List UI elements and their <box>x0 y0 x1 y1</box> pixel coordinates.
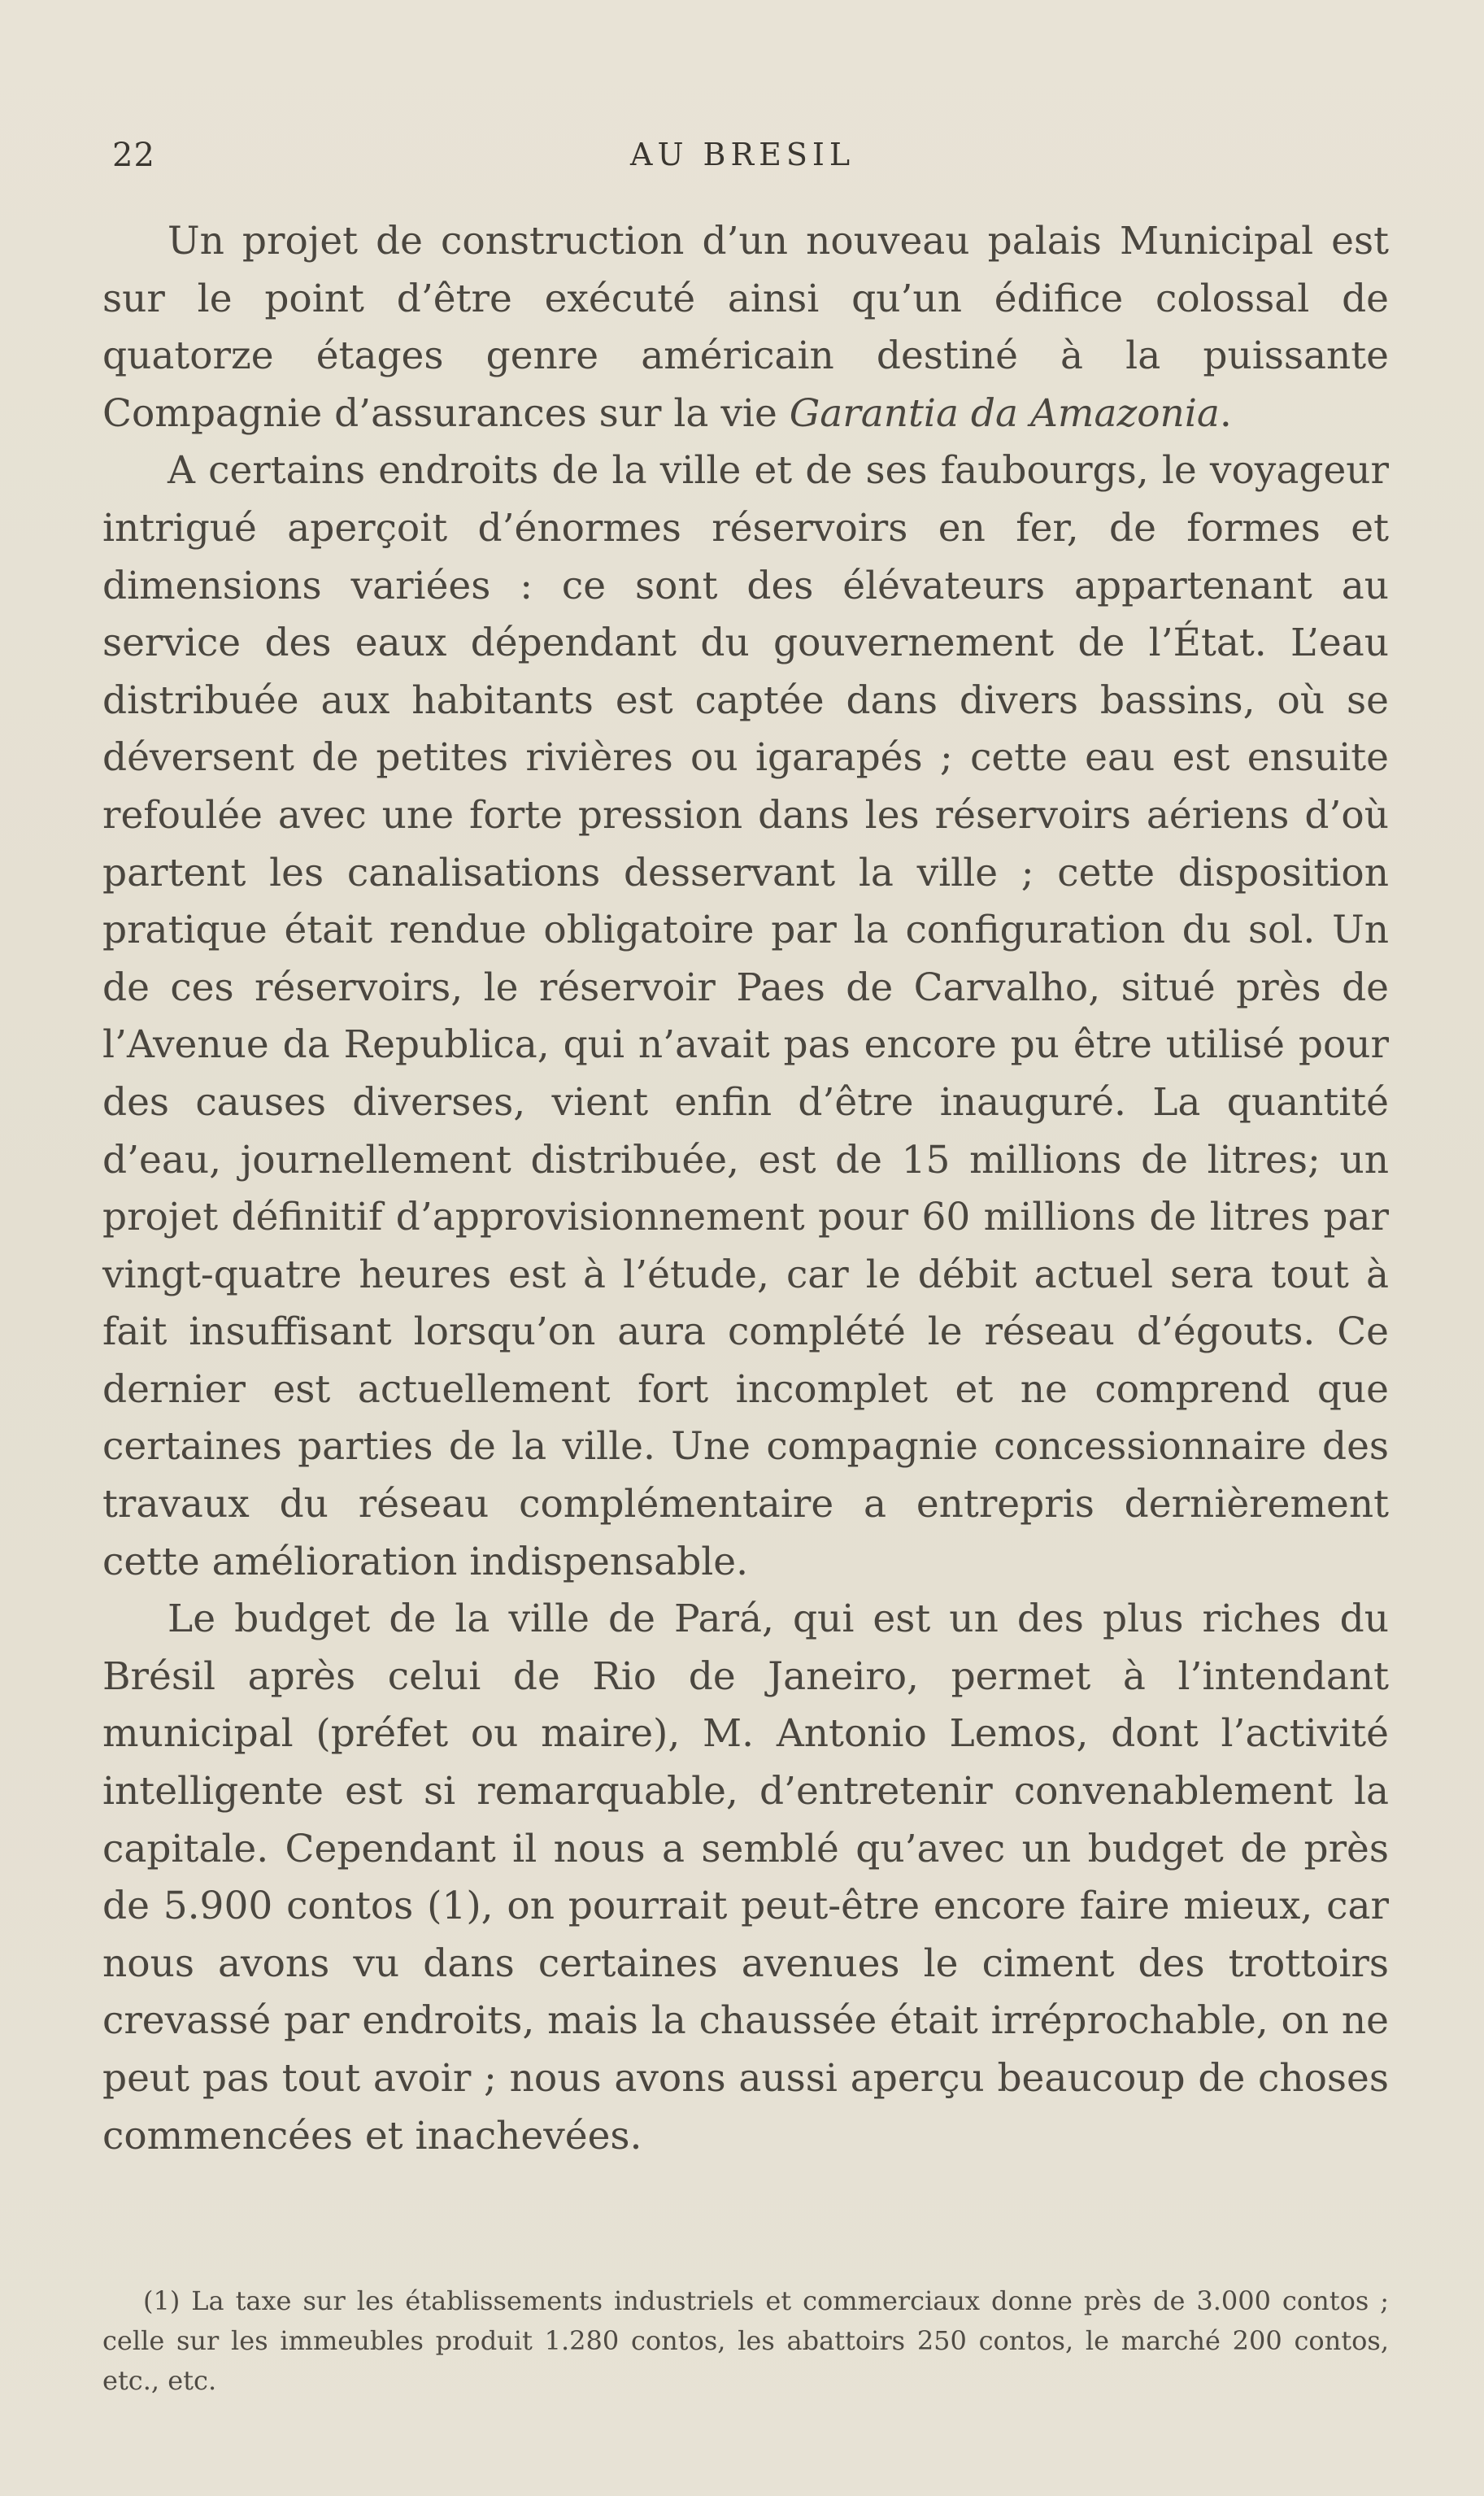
paragraph-palais-municipal <box>102 213 1389 442</box>
paragraph-text: Un projet de construction d’un nouveau palais Municipal est sur le point d’être exécuté ainsi qu’un édifice colossal de quatorze étages genre américain destiné à la puissante Compagnie d’assurances sur la vie <box>102 219 1389 436</box>
company-name-italic: Garantia da Amazonia <box>789 390 1220 436</box>
paragraph-reservoirs: A certains endroits de la ville et de ses faubourgs, le voyageur intrigué aperçoit d’énormes réservoirs en fer, de formes et dimensions variées : ce sont des élévateurs appartenant au service des eaux dépendant du gouvernement de l’État. L’eau distribuée aux habitants est captée dans divers bassins, où se déversent de petites rivières ou igarapés ; cette eau est ensuite refoulée avec une forte pression dans les réservoirs aériens d’où partent les canalisations desservant la ville ; cette disposition pratique était rendue obligatoire par la configuration du sol. Un de ces réservoirs, le réservoir Paes de Carvalho, situé près de l’Avenue da Republica, qui n’avait pas encore pu être utilisé pour des causes diverses, vient enfin d’être inauguré. La quantité d’eau, journellement distribuée, est de 15 millions de litres; un projet définitif d’approvisionnement pour 60 millions de litres par vingt-quatre heures est à l’étude, car le débit actuel sera tout à fait insuffisant lorsqu’on aura complété le réseau d’égouts. Ce dernier est actuellement fort incomplet et ne comprend que certaines parties de la ville. Une compagnie concessionnaire des travaux du réseau complémentaire a entrepris dernièrement cette amélioration indispensable. <box>102 448 1389 1584</box>
footnote-text: (1) La taxe sur les établissements industriels et commerciaux donne près de 3.000 contos ; celle sur les immeubles produit 1.280 contos, les abattoirs 250 contos, le marché 200 contos, etc., etc. <box>102 2285 1389 2396</box>
footnote <box>102 2281 1389 2401</box>
paragraph-budget: Le budget de la ville de Pará, qui est un des plus riches du Brésil après celui de Rio de Janeiro, permet à l’intendant municipal (préfet ou maire), M. Antonio Lemos, dont l’activité intelligente est si remarquable, d’entretenir convenablement la capitale. Cependant il nous a semblé qu’avec un budget de près de 5.900 contos (1), on pourrait peut-être encore faire mieux, car nous avons vu dans certaines avenues le ciment des trottoirs crevassé par endroits, mais la chaussée était irréprochable, on ne peut pas tout avoir ; nous avons aussi aperçu beaucoup de choses commencées et inachevées. <box>102 1596 1389 2158</box>
main-text <box>102 213 1389 2165</box>
paragraph-text-end: . <box>1219 390 1232 436</box>
running-title: AU BRESIL <box>630 137 855 172</box>
page-header <box>106 137 1390 185</box>
page-number: 22 <box>112 137 155 174</box>
